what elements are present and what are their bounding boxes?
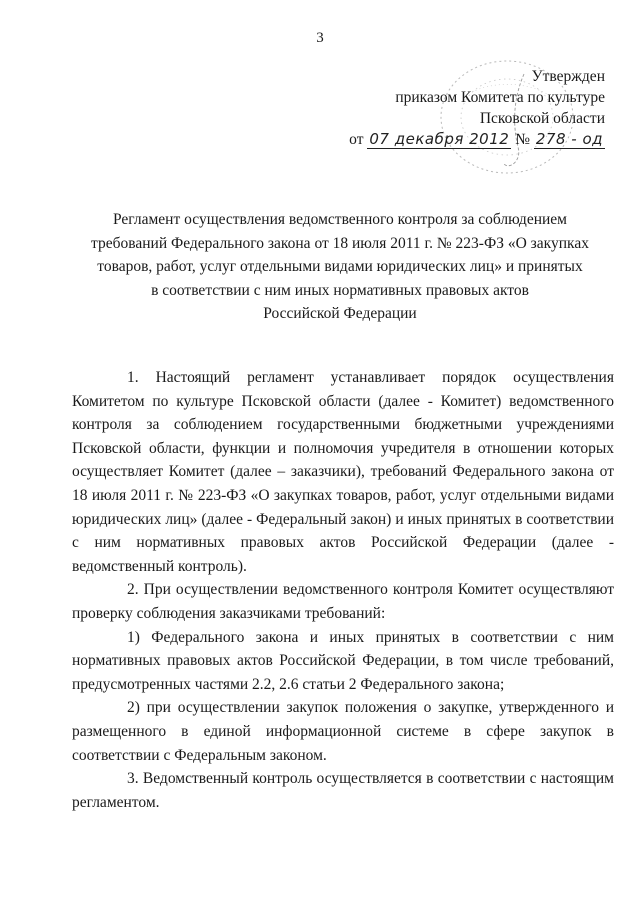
paragraph: 1) Федерального закона и иных принятых в соответствии с ним нормативных правовых актов Российской Федерации, в том числе требований, предусмотренных частями 2.2, 2.6 статьи 2 Федерального закона; — [72, 628, 614, 693]
title-line: Российской Федерации — [263, 305, 417, 322]
paragraph: 2) при осуществлении закупок положения о закупке, утвержденного и размещенного в единой информационной системе в сфере закупок в соответствии с Федеральным законом. — [72, 699, 614, 764]
page-number: 3 — [316, 30, 324, 46]
approval-title: Утвержден — [531, 68, 605, 85]
title-line: Регламент осуществления ведомственного контроля за соблюдением — [113, 211, 567, 228]
handwritten-number: 278 - од — [535, 130, 603, 148]
paragraph: 1. Настоящий регламент устанавливает порядок осуществления Комитетом по культуре Псковской области (далее - Комитет) ведомственного контроля за соблюдением государственными бюджетными учреждениями Псковской области, функции и полномочия учредителя в отношении которых осуществляет Комитет (далее – заказчики), требований Федерального закона от 18 июля 2011 г. № 223-ФЗ «О закупках товаров, работ, услуг отдельными видами юридических лиц» (далее - Федеральный закон) и иных принятых в соответствии с ним нормативных правовых актов Российской Федерации (далее - ведомственный контроль). — [72, 369, 614, 575]
approval-issuer: приказом Комитета по культуре — [395, 89, 605, 106]
title-line: требований Федерального закона от 18 июля 2011 г. № 223-ФЗ «О закупках — [91, 234, 589, 252]
date-prefix: от — [349, 131, 364, 148]
approval-block — [349, 66, 605, 150]
handwritten-date: 07 декабря 2012 — [369, 130, 510, 148]
title-line: товаров, работ, услуг отдельными видами юридических лиц» и принятых — [97, 258, 583, 275]
paragraph: 2. При осуществлении ведомственного контроля Комитет осуществляют проверку соблюдения заказчиками требований: — [72, 581, 614, 622]
document-body — [72, 366, 614, 814]
number-prefix: № — [515, 131, 530, 148]
title-line: в соответствии с ним иных нормативных правовых актов — [151, 281, 529, 299]
paragraph: 3. Ведомственный контроль осуществляется в соответствии с настоящим регламентом. — [72, 770, 614, 811]
approval-region: Псковской области — [479, 110, 605, 127]
document-title — [70, 208, 610, 326]
approval-date-line — [349, 129, 605, 150]
